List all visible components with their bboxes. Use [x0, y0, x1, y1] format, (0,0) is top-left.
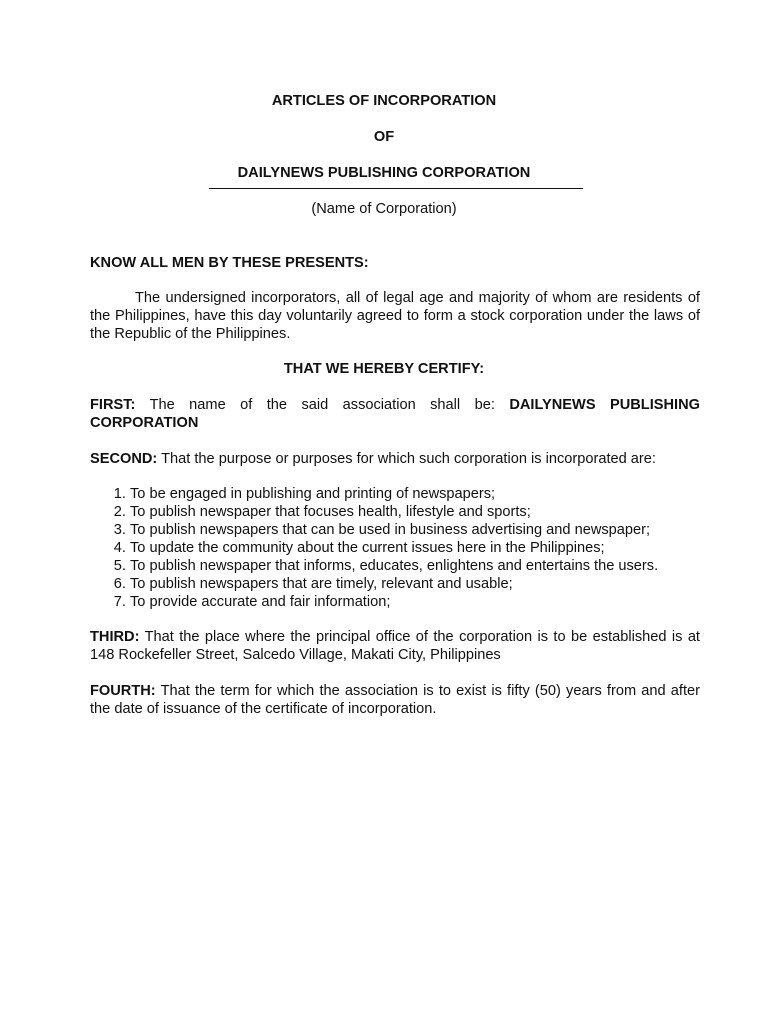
list-item: 1. To be engaged in publishing and printing of newspapers;: [130, 485, 700, 503]
doc-title: ARTICLES OF INCORPORATION: [271, 93, 497, 109]
doc-title-of: OF: [373, 129, 395, 145]
third-article: [90, 628, 700, 664]
name-underline: [209, 188, 583, 189]
first-article: [90, 396, 700, 432]
first-text: The name of the said association shall be:: [149, 397, 495, 413]
second-article: [90, 450, 700, 468]
third-label: THIRD:: [90, 629, 140, 645]
preamble-paragraph: The undersigned incorporators, all of legal age and majority of whom are residents of the Philippines, have this day voluntarily agreed to form a stock corporation under the laws of the Republic of the Philippines.: [90, 290, 700, 342]
first-label: FIRST:: [90, 397, 136, 413]
certify-heading: THAT WE HEREBY CERTIFY:: [283, 361, 485, 377]
fourth-label: FOURTH:: [90, 683, 156, 699]
second-label: SECOND:: [90, 451, 158, 467]
list-item: 7. To provide accurate and fair information;: [130, 593, 700, 611]
list-item: 3. To publish newspapers that can be used in business advertising and newspaper;: [130, 521, 700, 539]
preamble-heading: KNOW ALL MEN BY THESE PRESENTS:: [90, 255, 369, 271]
fourth-article: [90, 682, 700, 718]
second-text: That the purpose or purposes for which such corporation is incorporated are:: [161, 451, 656, 467]
list-item: 5. To publish newspaper that informs, educates, enlightens and entertains the users.: [130, 557, 700, 575]
list-item: 4. To update the community about the current issues here in the Philippines;: [130, 539, 700, 557]
first-corporation-name: DAILYNEWS PUBLISHING CORPORATION: [90, 397, 700, 431]
purposes-list: [90, 485, 700, 611]
third-text: That the place where the principal office of the corporation is to be established is at 148 Rockefeller Street, Salcedo Village, Makati City, Philippines: [90, 629, 700, 663]
list-item: 2. To publish newspaper that focuses health, lifestyle and sports;: [130, 503, 700, 521]
name-caption: (Name of Corporation): [311, 201, 457, 217]
corporation-name-title: DAILYNEWS PUBLISHING CORPORATION: [237, 165, 531, 181]
fourth-text: That the term for which the association is to exist is fifty (50) years from and after the date of issuance of the certificate of incorporation.: [90, 683, 701, 717]
list-item: 6. To publish newspapers that are timely, relevant and usable;: [130, 575, 700, 593]
